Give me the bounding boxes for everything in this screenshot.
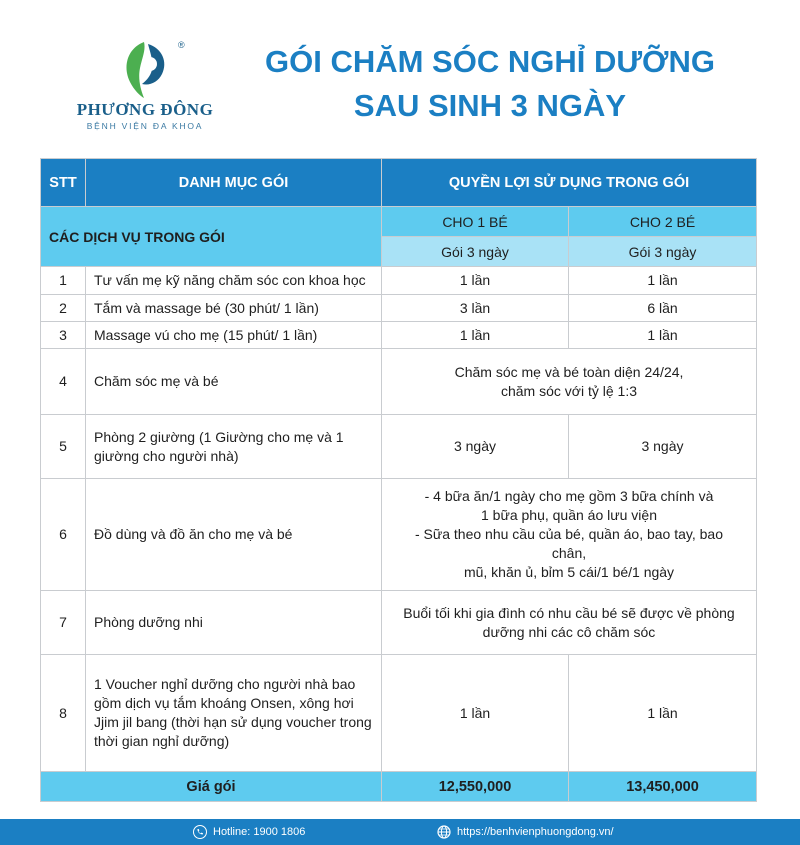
row-stt: 7 — [41, 591, 86, 655]
table-row — [41, 415, 757, 479]
col1-package: Gói 3 ngày — [382, 237, 569, 267]
row-merged-value — [382, 591, 757, 655]
hotline[interactable] — [193, 819, 305, 845]
total-label: Giá gói — [41, 772, 382, 802]
hospital-logo — [70, 38, 220, 138]
table-row — [41, 349, 757, 415]
subheader-row-labels — [41, 207, 757, 237]
table-row — [41, 267, 757, 295]
row-stt: 3 — [41, 322, 86, 349]
row-stt: 5 — [41, 415, 86, 479]
table-row — [41, 655, 757, 772]
globe-icon — [437, 825, 451, 839]
row-name: Tư vấn mẹ kỹ năng chăm sóc con khoa học — [86, 267, 382, 295]
website-text: https://benhvienphuongdong.vn/ — [457, 826, 614, 838]
col2-package: Gói 3 ngày — [569, 237, 757, 267]
page-header — [0, 0, 800, 158]
total-value-2: 13,450,000 — [569, 772, 757, 802]
header-benefits: QUYỀN LỢI SỬ DỤNG TRONG GÓI — [382, 159, 757, 207]
total-row — [41, 772, 757, 802]
merged-line: 1 bữa phụ, quần áo lưu viện — [481, 507, 657, 523]
registered-mark: ® — [178, 40, 185, 50]
merged-line: chăm sóc với tỷ lệ 1:3 — [500, 382, 637, 399]
row-value-1: 1 lần — [382, 267, 569, 295]
row-value-2: 3 ngày — [569, 415, 757, 479]
col2-label: CHO 2 BÉ — [569, 207, 757, 237]
row-stt: 6 — [41, 479, 86, 591]
page-footer — [0, 819, 800, 845]
table-row — [41, 295, 757, 322]
page-title — [230, 40, 750, 128]
merged-line: Chăm sóc mẹ và bé toàn diện 24/24, — [454, 363, 684, 380]
row-name: Massage vú cho mẹ (15 phút/ 1 lần) — [86, 322, 382, 349]
row-stt: 4 — [41, 349, 86, 415]
row-stt: 1 — [41, 267, 86, 295]
row-name: 1 Voucher nghỉ dưỡng cho người nhà bao gồm dịch vụ tắm khoáng Onsen, xông hơi Jjim jil bang (thời hạn sử dụng voucher trong thời gian nghỉ dưỡng) — [86, 655, 382, 772]
row-value-1: 3 lần — [382, 295, 569, 322]
row-value-1: 3 ngày — [382, 415, 569, 479]
title-line-2: SAU SINH 3 NGÀY — [353, 88, 627, 123]
logo-name: PHƯƠNG ĐÔNG — [76, 100, 214, 119]
row-value-2: 1 lần — [569, 322, 757, 349]
logo-subtitle: BỆNH VIỆN ĐA KHOA — [86, 121, 204, 131]
title-line-1: GÓI CHĂM SÓC NGHỈ DƯỠNG — [265, 44, 715, 79]
row-name: Phòng dưỡng nhi — [86, 591, 382, 655]
package-table — [40, 158, 757, 802]
table-row — [41, 479, 757, 591]
services-label: CÁC DỊCH VỤ TRONG GÓI — [41, 207, 382, 267]
table-header-row — [41, 159, 757, 207]
row-value-1: 1 lần — [382, 322, 569, 349]
merged-line: - Sữa theo nhu cầu của bé, quần áo, bao tay, bao chân, — [414, 526, 723, 561]
row-name: Đồ dùng và đồ ăn cho mẹ và bé — [86, 479, 382, 591]
merged-line: mũ, khăn ủ, bỉm 5 cái/1 bé/1 ngày — [463, 564, 675, 580]
col1-label: CHO 1 BÉ — [382, 207, 569, 237]
merged-line: dưỡng nhi các cô chăm sóc — [482, 623, 656, 640]
row-value-1: 1 lần — [382, 655, 569, 772]
hotline-text: Hotline: 1900 1806 — [213, 826, 306, 838]
merged-line: Buổi tối khi gia đình có nhu cầu bé sẽ được về phòng — [403, 604, 735, 621]
row-value-2: 1 lần — [569, 267, 757, 295]
row-value-2: 6 lần — [569, 295, 757, 322]
row-name: Tắm và massage bé (30 phút/ 1 lần) — [86, 295, 382, 322]
row-stt: 2 — [41, 295, 86, 322]
table-row — [41, 322, 757, 349]
header-stt: STT — [41, 159, 86, 207]
row-name: Chăm sóc mẹ và bé — [86, 349, 382, 415]
total-value-1: 12,550,000 — [382, 772, 569, 802]
row-value-2: 1 lần — [569, 655, 757, 772]
row-stt: 8 — [41, 655, 86, 772]
header-category: DANH MỤC GÓI — [86, 159, 382, 207]
phone-icon — [193, 825, 207, 839]
merged-line: - 4 bữa ăn/1 ngày cho mẹ gồm 3 bữa chính và — [424, 488, 714, 504]
logo-leaf-icon — [114, 38, 174, 100]
row-merged-value — [382, 349, 757, 415]
row-name: Phòng 2 giường (1 Giường cho mẹ và 1 giường cho người nhà) — [86, 415, 382, 479]
website-link[interactable] — [437, 819, 614, 845]
row-merged-value — [382, 479, 757, 591]
table-row — [41, 591, 757, 655]
